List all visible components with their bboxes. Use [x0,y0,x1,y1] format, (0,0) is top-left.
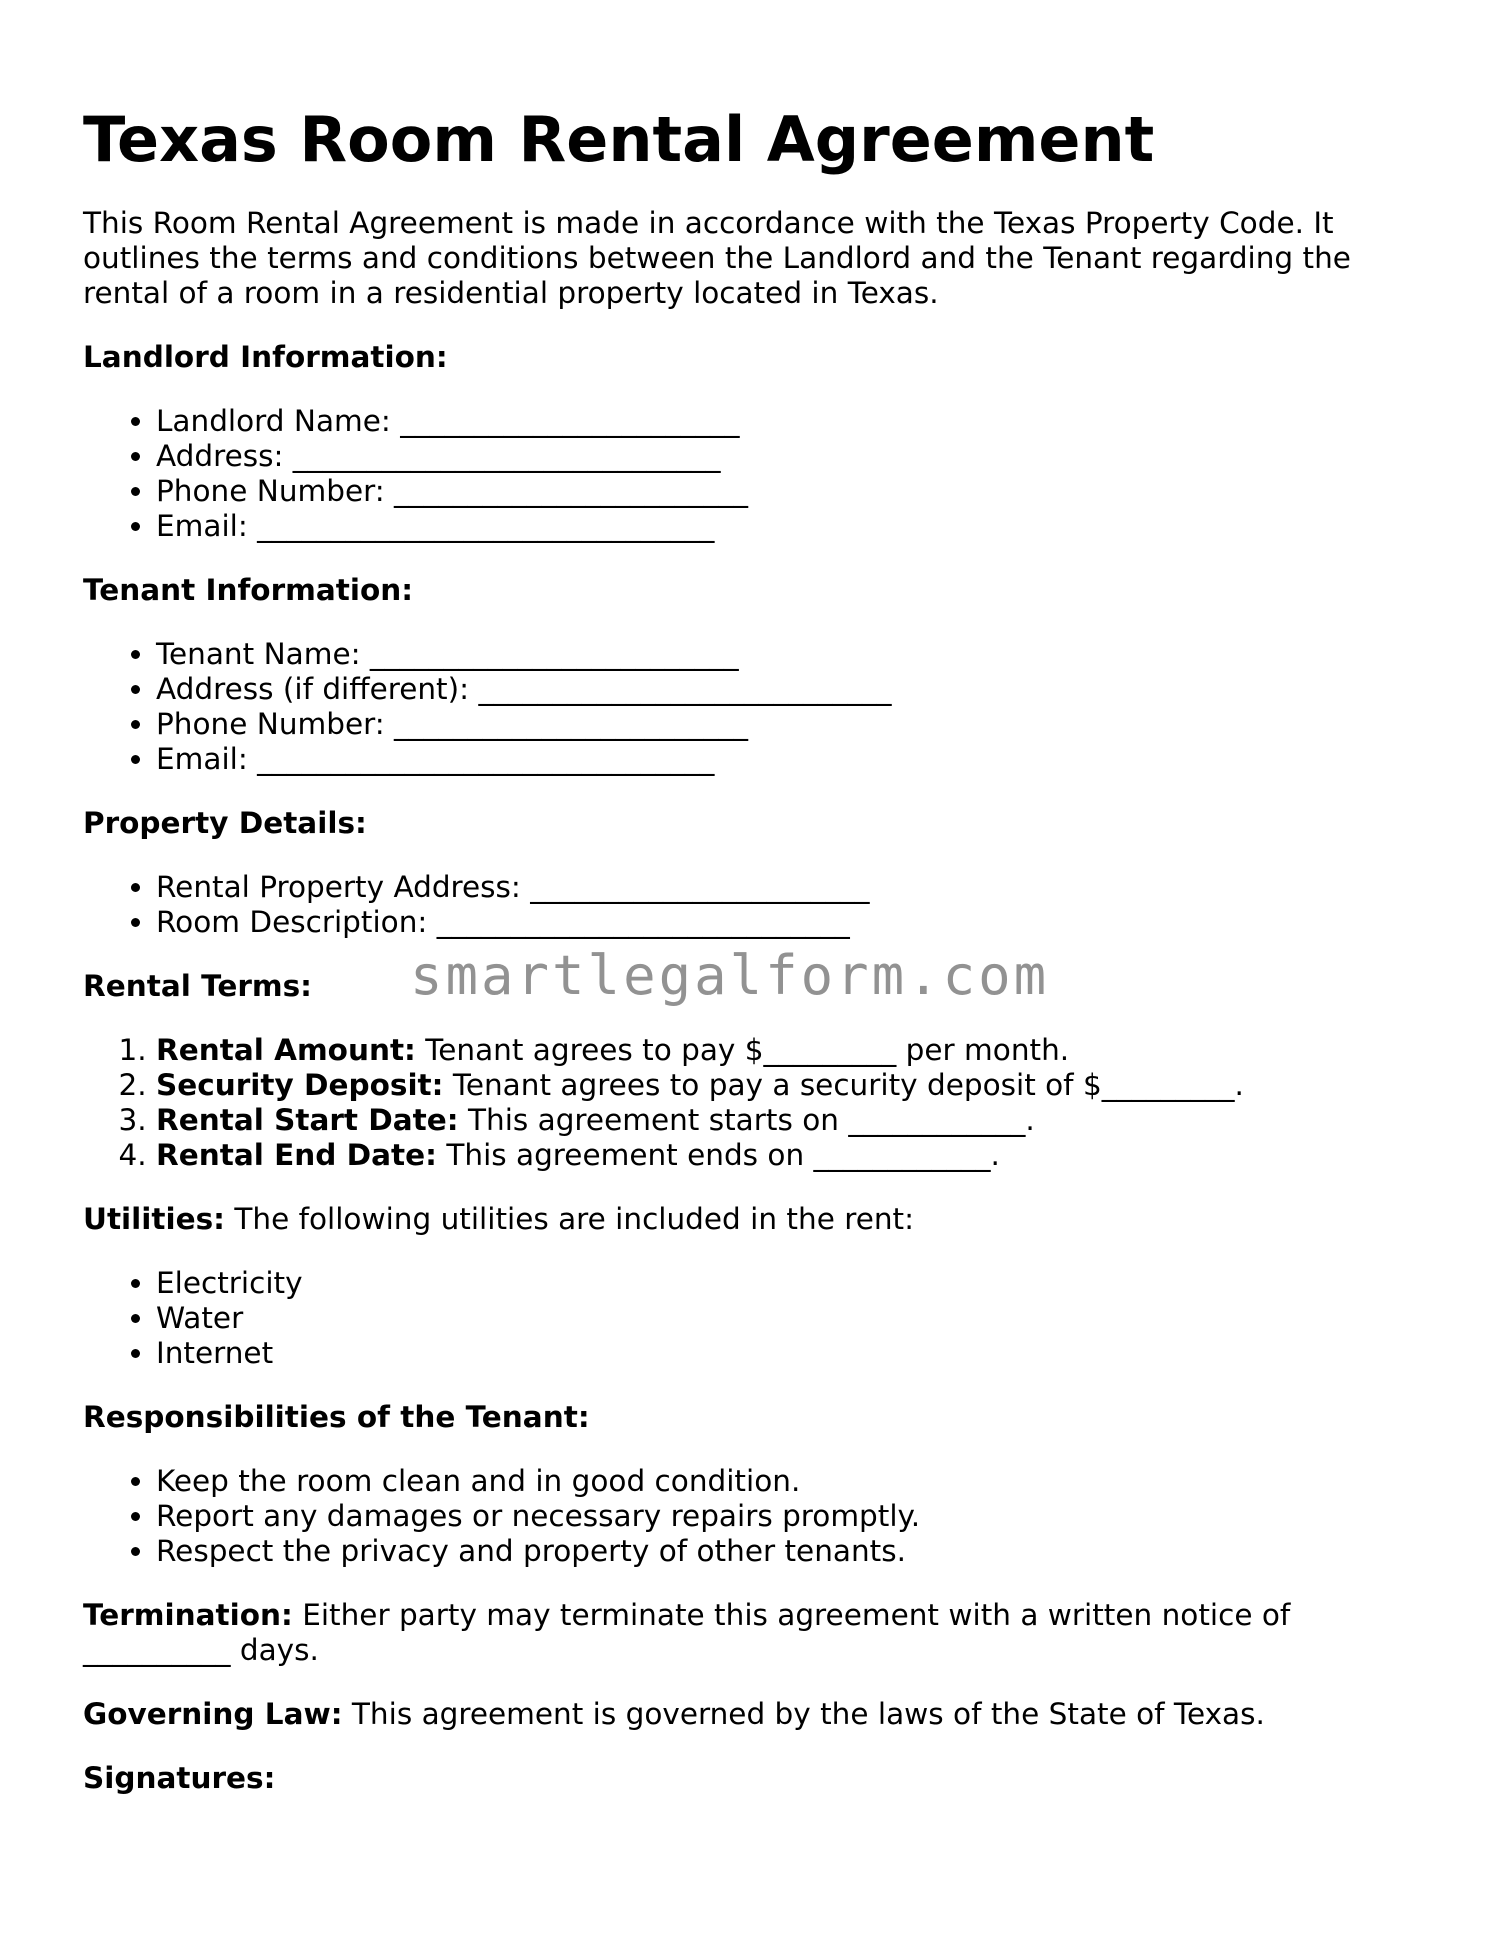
intro-paragraph: This Room Rental Agreement is made in accordance with the Texas Property Code. It outlines the terms and conditions between the Landlord and the Tenant regarding the rental of a room in a residential property located in Texas. [83,206,1351,310]
tenant-name-item: • Tenant Name: _________________________ [156,637,1383,672]
governing-law-text: This agreement is governed by the laws of the State of Texas. [342,1697,1265,1731]
landlord-email-item: • Email: _______________________________ [156,509,1383,544]
landlord-heading: Landlord Information: [83,340,448,374]
rental-terms-heading: Rental Terms: [83,969,312,1003]
property-address-item: • Rental Property Address: _______________________ [156,870,1383,905]
responsibility-item: • Keep the room clean and in good condition. [156,1464,1383,1499]
responsibilities-heading: Responsibilities of the Tenant: [83,1400,590,1434]
end-date-item [156,1138,1383,1173]
end-date-label: Rental End Date: [156,1138,437,1172]
property-heading: Property Details: [83,806,367,840]
utilities-paragraph [83,1202,1383,1237]
utility-item: • Water [156,1301,1383,1336]
tenant-list [83,637,1383,777]
landlord-list [83,404,1383,544]
responsibility-item: • Report any damages or necessary repairs promptly. [156,1499,1383,1534]
property-list [83,870,1383,940]
termination-text: Either party may terminate this agreement with a written notice of __________ days. [83,1598,1291,1667]
watermark: smartlegalform.com [410,944,1050,1007]
room-description-item: • Room Description: ____________________________ [156,905,1383,940]
tenant-address-item: • Address (if different): ____________________________ [156,672,1383,707]
signatures-heading: Signatures: [83,1761,276,1795]
landlord-name-item: • Landlord Name: _______________________ [156,404,1383,439]
security-deposit-item [156,1068,1383,1103]
security-deposit-text: Tenant agrees to pay a security deposit of $_________. [443,1068,1244,1102]
start-date-text: This agreement starts on ____________. [458,1103,1035,1137]
start-date-label: Rental Start Date: [156,1103,459,1137]
rental-amount-item [156,1033,1383,1068]
end-date-text: This agreement ends on ____________. [436,1138,1000,1172]
rental-amount-label: Rental Amount: [156,1033,416,1067]
utilities-text: The following utilities are included in the rent: [224,1202,915,1236]
utilities-list [83,1266,1383,1371]
termination-paragraph [83,1598,1383,1668]
rental-amount-text: Tenant agrees to pay $_________ per month. [415,1033,1070,1067]
rental-terms-list [83,1033,1383,1173]
tenant-email-item: • Email: _______________________________ [156,742,1383,777]
security-deposit-label: Security Deposit: [156,1068,444,1102]
governing-law-paragraph [83,1697,1383,1732]
governing-law-label: Governing Law: [83,1697,343,1731]
responsibilities-list [83,1464,1383,1569]
utility-item: • Electricity [156,1266,1383,1301]
tenant-heading: Tenant Information: [83,573,414,607]
utilities-label: Utilities: [83,1202,225,1236]
termination-label: Termination: [83,1598,293,1632]
responsibility-item: • Respect the privacy and property of other tenants. [156,1534,1383,1569]
utility-item: • Internet [156,1336,1383,1371]
document-title: Texas Room Rental Agreement [83,103,1155,176]
landlord-address-item: • Address: _____________________________ [156,439,1383,474]
landlord-phone-item: • Phone Number: ________________________ [156,474,1383,509]
start-date-item [156,1103,1383,1138]
tenant-phone-item: • Phone Number: ________________________ [156,707,1383,742]
